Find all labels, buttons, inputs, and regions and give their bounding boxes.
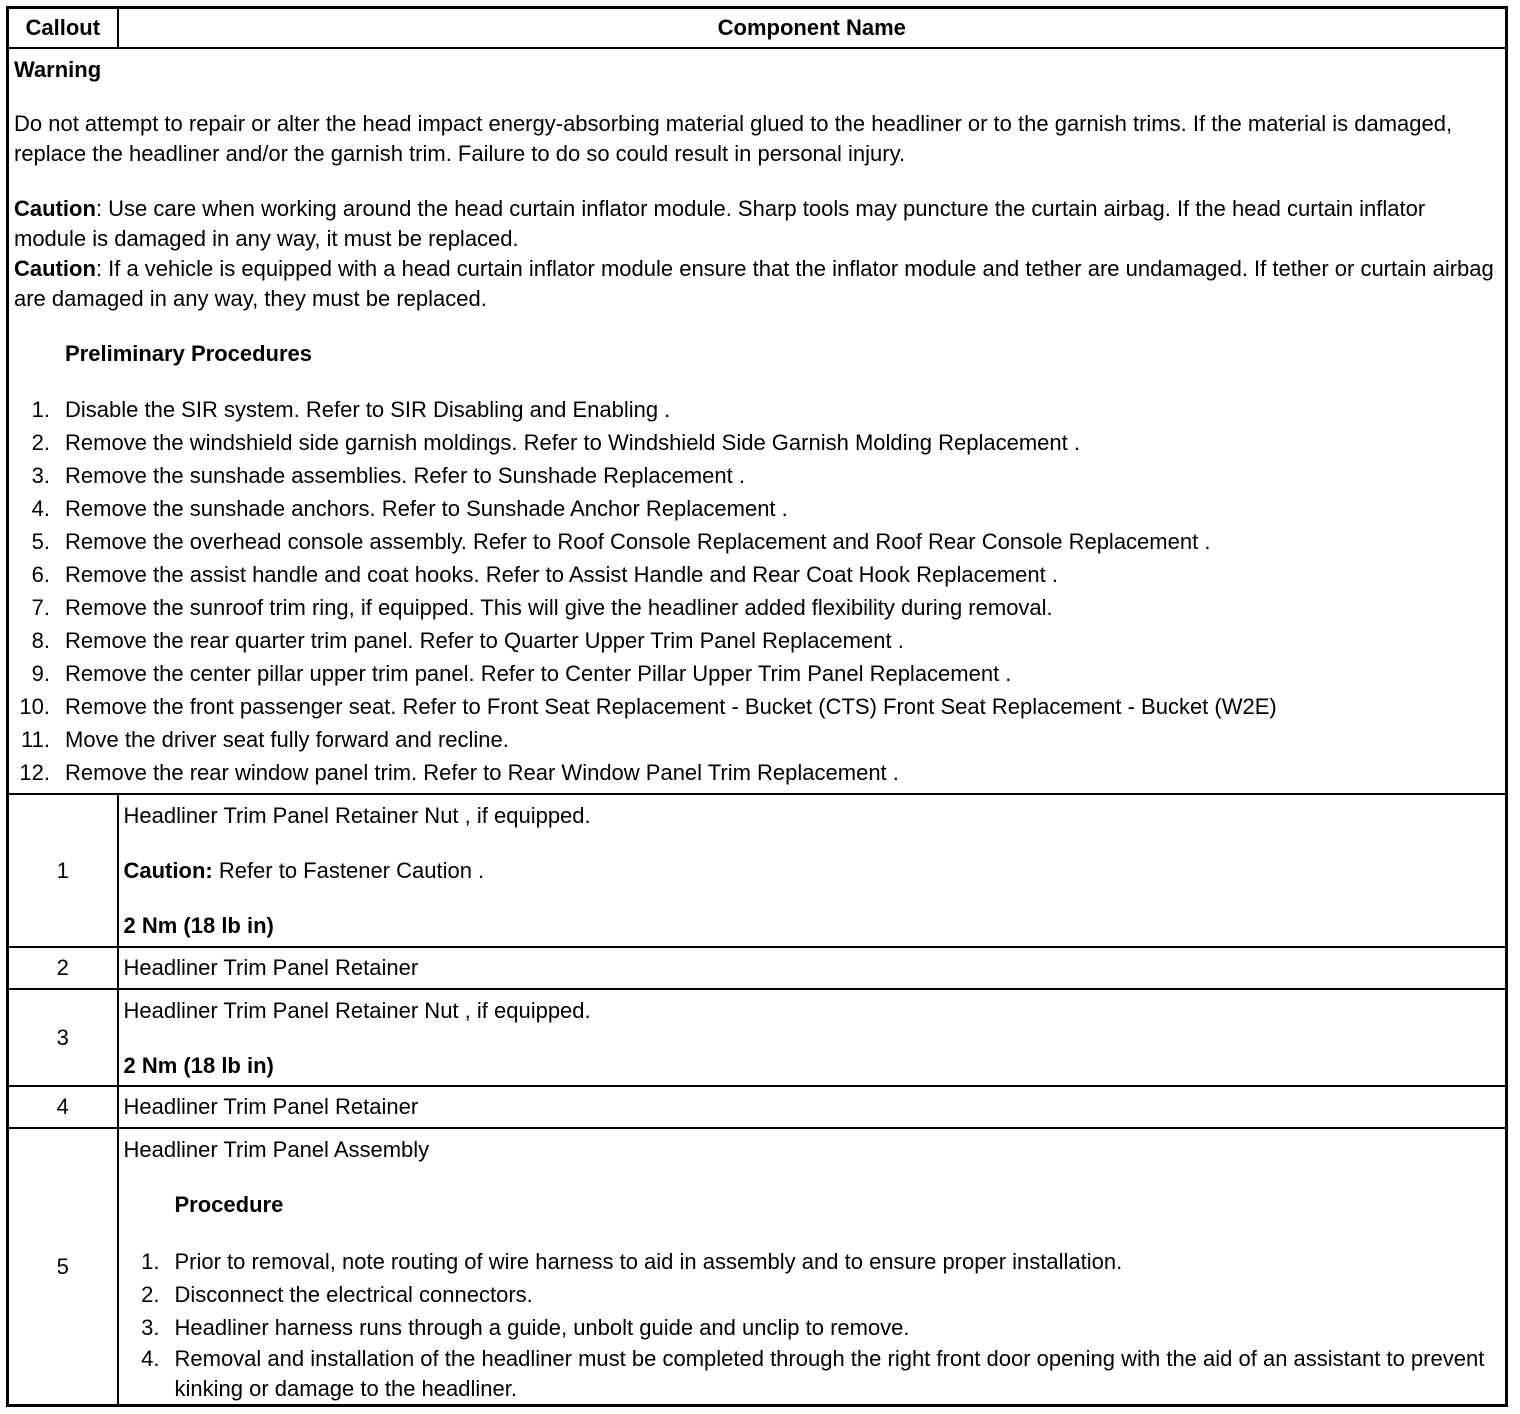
preliminary-steps-list bbox=[14, 393, 1500, 789]
caution-1 bbox=[14, 194, 1500, 254]
component-cell bbox=[118, 1128, 1507, 1406]
list-item: 2. Remove the windshield side garnish moldings. Refer to Windshield Side Garnish Molding Replacement . bbox=[31, 430, 1080, 455]
fastener-caution: Caution: Refer to Fastener Caution . bbox=[123, 858, 485, 883]
list-item: 6. Remove the assist handle and coat hooks. Refer to Assist Handle and Rear Coat Hook Replacement . bbox=[31, 562, 1058, 587]
warning-text: Do not attempt to repair or alter the head impact energy-absorbing material glued to the headliner or to the garnish trims. If the material is damaged, replace the headliner and/or the garnish trim. Failure to do so could result in personal injury. bbox=[14, 111, 1453, 166]
preliminary-procedures-title: Preliminary Procedures bbox=[65, 341, 313, 366]
warning-title: Warning bbox=[14, 57, 102, 82]
list-item: 4. Remove the sunshade anchors. Refer to Sunshade Anchor Replacement . bbox=[31, 496, 788, 521]
callout-cell: 3 bbox=[8, 989, 118, 1086]
table-row bbox=[8, 989, 1507, 1086]
list-item: 1. Prior to removal, note routing of wire harness to aid in assembly and to ensure proper installation. bbox=[141, 1249, 1123, 1274]
caution-1-text: : Use care when working around the head curtain inflator module. Sharp tools may puncture the curtain airbag. If the head curtain inflator module is damaged in any way, it must be replaced. bbox=[14, 196, 1426, 251]
procedure-title: Procedure bbox=[174, 1192, 284, 1217]
component-name: Headliner Trim Panel Retainer bbox=[118, 1086, 1507, 1128]
component-name: Headliner Trim Panel Retainer Nut , if equipped. bbox=[123, 998, 591, 1023]
list-item: 2. Disconnect the electrical connectors. bbox=[141, 1282, 533, 1307]
list-item: 4. Removal and installation of the headliner must be completed through the right front door opening with the aid of an assistant to prevent kinking or damage to the headliner. bbox=[141, 1346, 1485, 1401]
callout-cell: 2 bbox=[8, 947, 118, 989]
callout-cell: 1 bbox=[8, 794, 118, 947]
component-cell bbox=[118, 794, 1507, 947]
callout-cell: 5 bbox=[8, 1128, 118, 1406]
list-item: 8. Remove the rear quarter trim panel. Refer to Quarter Upper Trim Panel Replacement . bbox=[31, 628, 904, 653]
callout-header: Callout bbox=[8, 8, 118, 49]
component-cell bbox=[118, 989, 1507, 1086]
component-name-header: Component Name bbox=[118, 8, 1507, 49]
table-row bbox=[8, 794, 1507, 947]
callout-cell: 4 bbox=[8, 1086, 118, 1128]
list-item: 11. Move the driver seat fully forward and recline. bbox=[21, 727, 509, 752]
list-item: 9. Remove the center pillar upper trim panel. Refer to Center Pillar Upper Trim Panel Replacement . bbox=[31, 661, 1012, 686]
caution-2-text: : If a vehicle is equipped with a head curtain inflator module ensure that the inflator module and tether are undamaged. If tether or curtain airbag are damaged in any way, they must be replaced. bbox=[14, 256, 1494, 311]
component-name: Headliner Trim Panel Assembly bbox=[123, 1137, 430, 1162]
caution-2 bbox=[14, 254, 1500, 314]
component-name: Headliner Trim Panel Retainer bbox=[118, 947, 1507, 989]
caution-label: Caution bbox=[14, 256, 96, 281]
table-row bbox=[8, 1128, 1507, 1406]
component-name: Headliner Trim Panel Retainer Nut , if equipped. bbox=[123, 803, 591, 828]
list-item: 7. Remove the sunroof trim ring, if equipped. This will give the headliner added flexibility during removal. bbox=[31, 595, 1053, 620]
warning-cell bbox=[8, 48, 1507, 794]
caution-label: Caution bbox=[14, 196, 96, 221]
list-item: 3. Remove the sunshade assemblies. Refer to Sunshade Replacement . bbox=[31, 463, 745, 488]
procedure-steps-list bbox=[124, 1245, 1501, 1404]
warning-row bbox=[8, 48, 1507, 794]
list-item: 12. Remove the rear window panel trim. Refer to Rear Window Panel Trim Replacement . bbox=[19, 760, 899, 785]
list-item: 5. Remove the overhead console assembly. Refer to Roof Console Replacement and Roof Rear Console Replacement . bbox=[31, 529, 1211, 554]
component-table bbox=[6, 6, 1508, 1407]
list-item: 1. Disable the SIR system. Refer to SIR Disabling and Enabling . bbox=[31, 397, 671, 422]
list-item: 10. Remove the front passenger seat. Refer to Front Seat Replacement - Bucket (CTS) Front Seat Replacement - Bucket (W2E) bbox=[19, 694, 1277, 719]
header-row bbox=[8, 8, 1507, 49]
torque-spec: 2 Nm (18 lb in) bbox=[123, 1053, 274, 1078]
table-row bbox=[8, 1086, 1507, 1128]
torque-spec: 2 Nm (18 lb in) bbox=[123, 913, 274, 938]
table-row bbox=[8, 947, 1507, 989]
list-item: 3. Headliner harness runs through a guide, unbolt guide and unclip to remove. bbox=[141, 1315, 910, 1340]
